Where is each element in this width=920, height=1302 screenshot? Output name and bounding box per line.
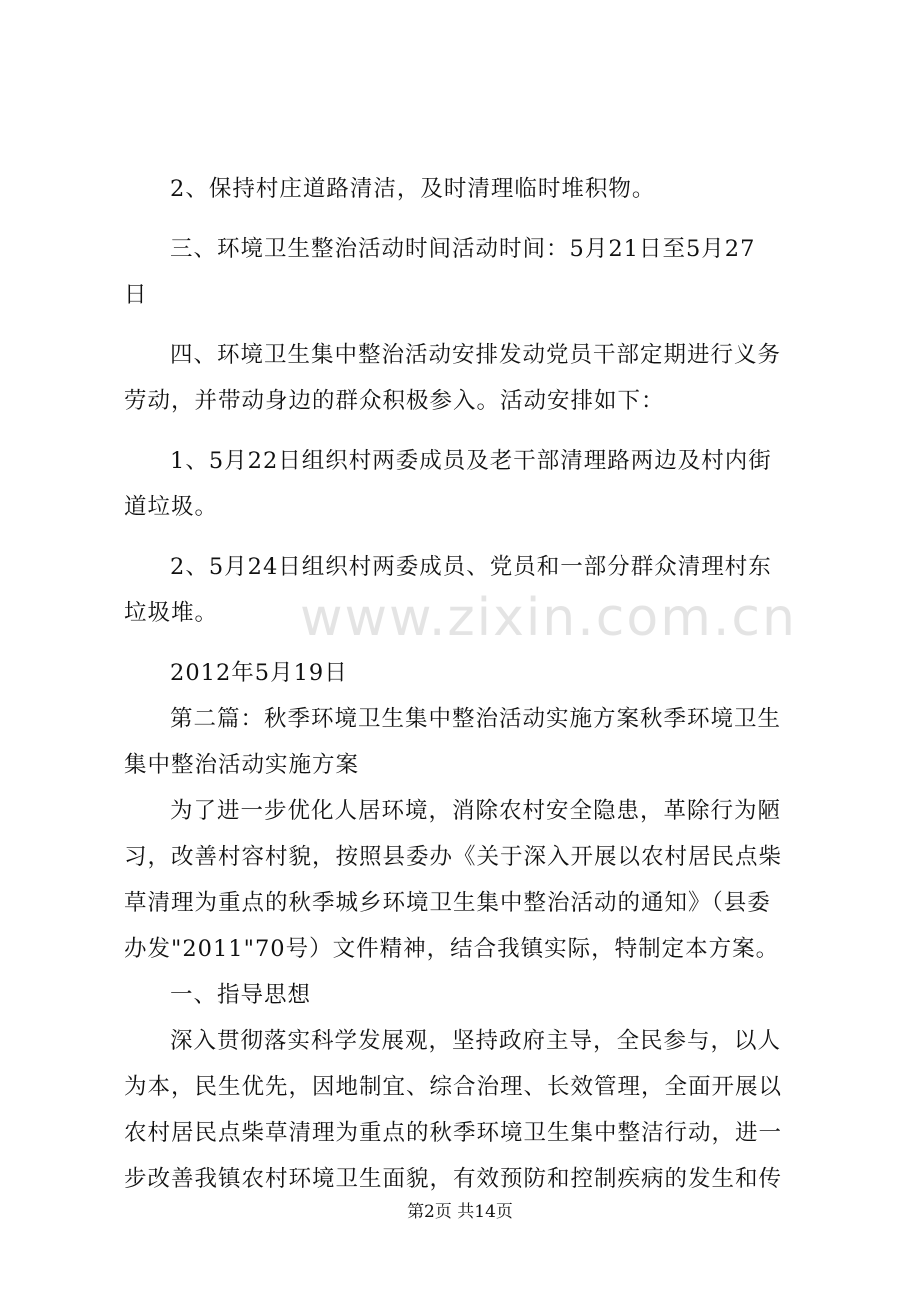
text-line: 深入贯彻落实科学发展观，坚持政府主导，全民参与，以人	[170, 1028, 782, 1054]
text-line: 2、保持村庄道路清洁，及时清理临时堆积物。	[170, 176, 656, 202]
text-line: 步改善我镇农村环境卫生面貌，有效预防和控制疾病的发生和传	[124, 1166, 783, 1192]
text-line: 2、5月24日组织村两委成员、党员和一部分群众清理村东	[170, 554, 772, 580]
text-line: 为了进一步优化人居环境，消除农村安全隐患，革除行为陋	[170, 798, 782, 824]
text-line: 集中整治活动实施方案	[124, 752, 360, 778]
section-heading: 第二篇：秋季环境卫生集中整治活动实施方案秋季环境卫生	[170, 706, 782, 732]
text-line: 劳动，并带动身边的群众积极参入。活动安排如下：	[124, 388, 665, 414]
text-line: 三、环境卫生整治活动时间活动时间：5月21日至5月27	[170, 236, 756, 262]
text-line: 草清理为重点的秋季城乡环境卫生集中整治活动的通知》（县委	[124, 890, 771, 916]
date-line: 2012年5月19日	[170, 660, 348, 686]
text-line: 办发"2011"70号）文件精神，结合我镇实际，特制定本方案。	[124, 936, 780, 962]
text-line: 1、5月22日组织村两委成员及老干部清理路两边及村内街	[170, 448, 772, 474]
text-line: 四、环境卫生集中整治活动安排发动党员干部定期进行义务	[170, 342, 782, 368]
text-line: 道垃圾。	[124, 494, 219, 520]
page-footer: 第2页 共14页	[407, 1202, 513, 1222]
text-line: 日	[124, 282, 148, 308]
text-line: 农村居民点柴草清理为重点的秋季环境卫生集中整洁行动，进一	[124, 1120, 783, 1146]
text-line: 为本，民生优先，因地制宜、综合治理、长效管理，全面开展以	[124, 1074, 783, 1100]
text-line: 垃圾堆。	[124, 600, 219, 626]
text-line: 习，改善村容村貌，按照县委办《关于深入开展以农村居民点柴	[124, 844, 783, 870]
section-heading: 一、指导思想	[170, 982, 312, 1008]
document-body	[124, 166, 800, 1202]
watermark: www.zixin.com.cn	[300, 588, 797, 648]
